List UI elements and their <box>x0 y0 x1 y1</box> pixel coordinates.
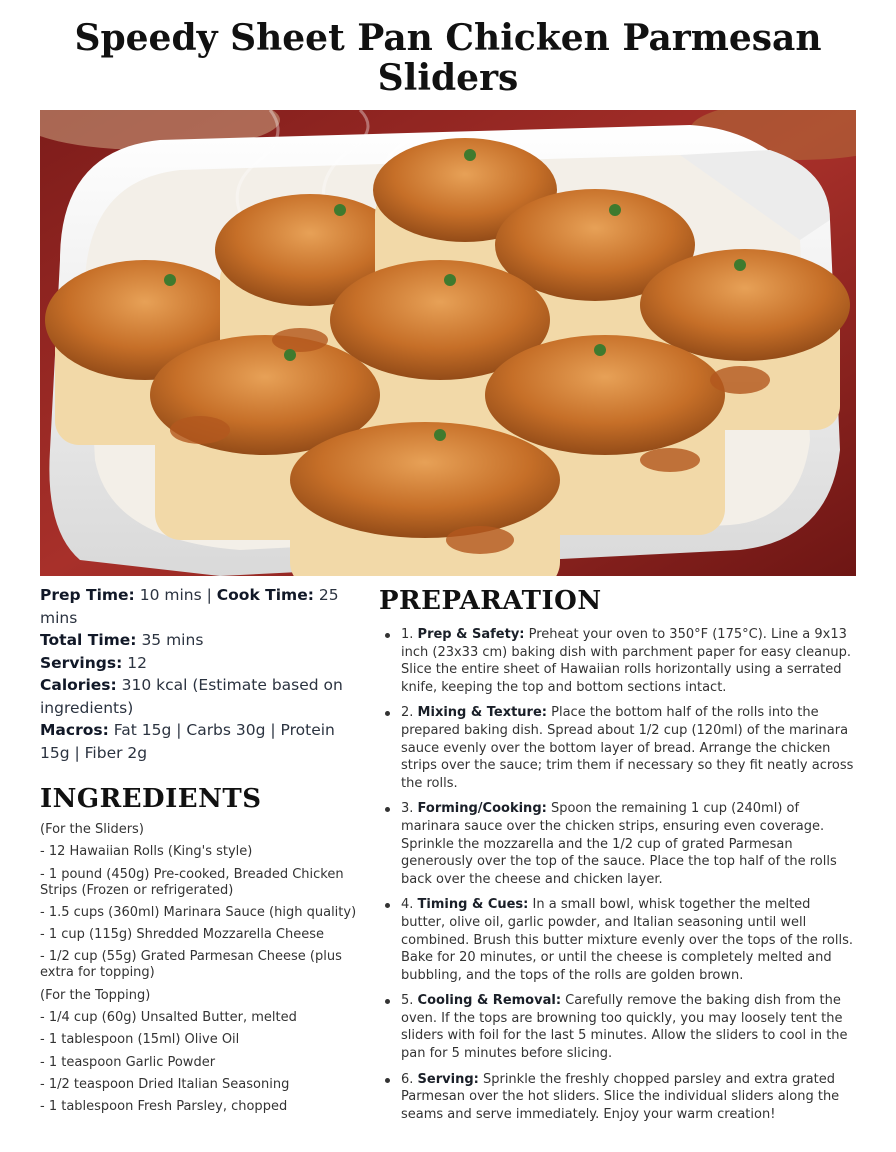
ingredient-item: - 1 tablespoon Fresh Parsley, chopped <box>40 1099 288 1115</box>
total-time-line <box>40 629 360 652</box>
ingredient-item: - 1 pound (450g) Pre-cooked, Breaded Chicken Strips (Frozen or refrigerated) <box>40 866 344 898</box>
step-item <box>401 704 859 792</box>
total-time-label: Total Time: <box>40 631 137 649</box>
step-number: 6. <box>401 1071 414 1087</box>
step-item <box>401 992 859 1062</box>
calories-label: Calories: <box>40 676 117 694</box>
recipe-photo <box>40 110 856 576</box>
ingredient-item: - 1/4 cup (60g) Unsalted Butter, melted <box>40 1010 297 1026</box>
step-item <box>401 896 859 984</box>
step-text: Preheat your oven to 350°F (175°C). Line a 9x13 inch (23x33 cm) baking dish with parchment paper for easy cleanup. Slice the entire sheet of Hawaiian rolls horizontally using a serrated knife, keeping the top and bottom sections intact. <box>401 627 851 695</box>
total-time-value: 35 mins <box>141 631 204 649</box>
recipe-title: Speedy Sheet Pan Chicken Parmesan Sliders <box>74 17 822 99</box>
ingredient-item: (For the Sliders) <box>40 822 144 837</box>
step-number: 5. <box>401 993 414 1009</box>
servings-value: 12 <box>127 653 147 672</box>
calories-value: 310 kcal (Estimate based on ingredients) <box>40 676 343 717</box>
step-item <box>401 626 859 696</box>
ingredient-item: - 1 teaspoon Garlic Powder <box>40 1054 216 1070</box>
step-label: Forming/Cooking: <box>417 801 547 817</box>
macros-line <box>40 719 360 764</box>
step-text: Spoon the remaining 1 cup (240ml) of marinara sauce over the chicken strips, ensuring even coverage. Sprinkle the mozzarella and the 1/2 cup of grated Parmesan generously over the top of the sauce. Place the top half of the rolls back over the cheese and chicken layer. <box>401 801 837 887</box>
ingredient-item: - 1/2 teaspoon Dried Italian Seasoning <box>40 1076 290 1092</box>
macros-label: Macros: <box>40 721 109 739</box>
step-text: In a small bowl, whisk together the melted butter, olive oil, garlic powder, and Italian seasoning until well combined. Brush this butter mixture evenly over the tops of the rolls. Bake for 20 minutes, or until the cheese is completely melted and bubbling, and the tops of the rolls are golden brown. <box>401 897 853 983</box>
step-number: 4. <box>401 897 414 913</box>
step-text: Place the bottom half of the rolls into the prepared baking dish. Spread about 1/2 cup (120ml) of the marinara sauce evenly over the bottom layer of bread. Arrange the chicken strips over the sauce; trim them if necessary so they fit neatly across the rolls. <box>401 705 854 791</box>
preparation-steps <box>379 626 859 1123</box>
preparation-heading: PREPARATION <box>379 586 602 616</box>
macros-value: Fat 15g | Carbs 30g | Protein 15g | Fiber 2g <box>40 721 335 762</box>
ingredient-item: - 1 tablespoon (15ml) Olive Oil <box>40 1032 240 1048</box>
step-text: Sprinkle the freshly chopped parsley and extra grated Parmesan over the hot sliders. Slice the individual sliders along the seams and serve immediately. Enjoy your warm creation! <box>401 1071 840 1122</box>
cook-time-label: Cook Time: <box>216 586 314 604</box>
step-item <box>401 800 859 888</box>
calories-line <box>40 674 360 719</box>
sliders-photo-illustration <box>40 110 856 576</box>
step-text: Carefully remove the baking dish from the oven. If the tops are browning too quickly, you may loosely tent the sliders with foil for the last 5 minutes. Allow the sliders to cool in the pan for 5 minutes before slicing. <box>401 993 848 1062</box>
ingredients-list <box>40 822 360 1115</box>
servings-label: Servings: <box>40 653 123 672</box>
ingredient-item: (For the Topping) <box>40 987 151 1003</box>
step-label: Prep & Safety: <box>417 627 525 642</box>
cook-time-value: 25 mins <box>40 586 339 627</box>
step-number: 3. <box>401 801 414 817</box>
step-number: 1. <box>401 627 414 642</box>
step-label: Mixing & Texture: <box>417 705 547 721</box>
step-label: Cooling & Removal: <box>417 993 562 1009</box>
recipe-info-column <box>40 584 360 1122</box>
recipe-meta <box>40 584 360 764</box>
preparation-column <box>379 584 859 1131</box>
ingredients-heading: INGREDIENTS <box>40 784 262 814</box>
ingredient-item: - 12 Hawaiian Rolls (King's style) <box>40 844 253 860</box>
step-item <box>401 1071 859 1124</box>
prep-time-label: Prep Time: <box>40 586 135 604</box>
step-label: Timing & Cues: <box>417 897 529 913</box>
step-number: 2. <box>401 705 414 721</box>
servings-line <box>40 652 360 675</box>
step-label: Serving: <box>417 1071 479 1087</box>
ingredient-item: - 1.5 cups (360ml) Marinara Sauce (high quality) <box>40 904 357 920</box>
time-separator: | <box>206 586 212 604</box>
ingredient-item: - 1 cup (115g) Shredded Mozzarella Cheese <box>40 927 325 943</box>
prep-time-value: 10 mins <box>139 586 202 604</box>
ingredient-item: - 1/2 cup (55g) Grated Parmesan Cheese (plus extra for topping) <box>40 949 342 981</box>
time-line <box>40 584 360 629</box>
